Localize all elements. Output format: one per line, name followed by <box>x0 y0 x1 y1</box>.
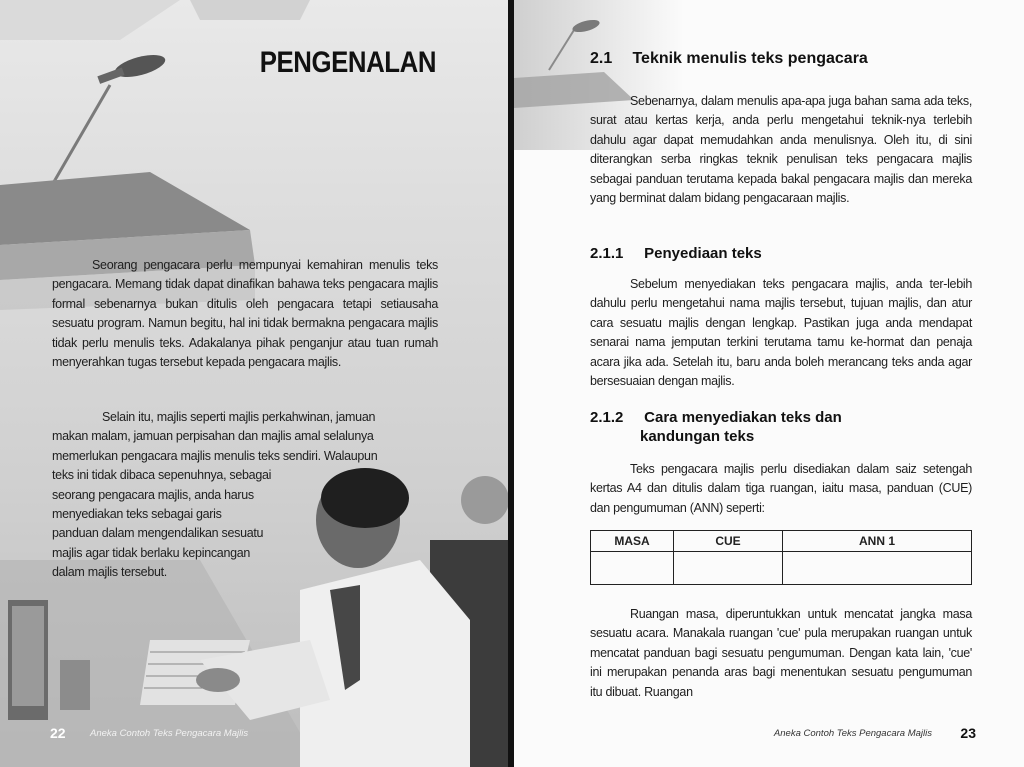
para2-line: memerlukan pengacara majlis menulis teks sendiri. Walaupun <box>52 448 378 463</box>
right-page <box>514 0 1024 767</box>
para2-line: makan malam, jamuan perpisahan dan majlis amal selalunya <box>52 429 374 444</box>
table-cell <box>674 552 783 585</box>
subsection-title-cont: kandungan teks <box>640 428 755 445</box>
background-photo <box>0 0 508 767</box>
table-header: ANN 1 <box>783 531 972 552</box>
closing-paragraph: Ruangan masa, diperuntukkan untuk mencatat jangka masa sesuatu acara. Manakala ruangan 'cue' pula merupakan ruangan untuk mencatat panduan bagi sesuatu pengumuman. Dengan kata lain, 'cue' ini merupakan penanda aras bagi menentukan sesuatu pengumuman itu dibuat. Ruangan <box>590 607 972 699</box>
page-number-right: 23 <box>960 725 976 741</box>
section-paragraph: Sebenarnya, dalam menulis apa-apa juga bahan sama ada teks, surat atau kertas kerja, anda perlu mengetahui teknik-nya terlebih dahulu agar dapat memudahkan anda menulisnya. Oleh itu, di sini diterangkan serba ringkas teknik penulisan teks pengacara majlis sebagai panduan terutama kepada bakal pengacara majlis dan mereka yang berminat dalam bidang pengacaraan majlis. <box>590 94 972 206</box>
subsection-number: 2.1.2 <box>590 409 624 426</box>
para2-line: panduan dalam mengendalikan sesuatu <box>52 526 264 541</box>
left-page <box>0 0 508 767</box>
table-row <box>591 552 972 585</box>
section-number: 2.1 <box>590 50 613 67</box>
subsection-heading-1 <box>590 244 762 263</box>
footer-title-left: Aneka Contoh Teks Pengacara Majlis <box>90 728 249 739</box>
teks-table <box>590 530 972 585</box>
subsection-title: Cara menyediakan teks dan <box>644 409 842 426</box>
para2-line: teks ini tidak dibaca sepenuhnya, sebagai <box>52 468 272 483</box>
section-heading <box>590 50 868 68</box>
table-header: MASA <box>591 531 674 552</box>
para2-line: Selain itu, majlis seperti majlis perkahwinan, jamuan <box>102 410 376 424</box>
para2-line: seorang pengacara majlis, anda harus <box>52 487 254 502</box>
subsection-paragraph-1: Sebelum menyediakan teks pengacara majlis, anda ter-lebih dahulu perlu mengetahui nama majlis tersebut, tujuan majlis, dan atur cara sesuatu majlis dengan lengkap. Pastikan juga anda mendapat senarai nama jemputan terkini terutama tamu ke-hormat dan penaja acara jika ada. Setelah itu, baru anda boleh merancang teks anda agar bersesuaian dengan majlis. <box>590 277 972 389</box>
subsection-number: 2.1.1 <box>590 245 624 262</box>
intro-paragraph-1: Seorang pengacara perlu mempunyai kemahiran menulis teks pengacara. Memang tidak dapat dinafikan bahawa teks pengacara majlis formal sebenarnya bukan ditulis oleh pengacara tetapi setiausaha sesuatu program. Namun begitu, hal ini tidak bermakna pengacara majlis tidak perlu menulis teks. Adakalanya pihak penganjur atau tuan rumah menyerahkan tugas tersebut kepada pengacara majlis. <box>52 258 438 370</box>
table-header-row <box>591 531 972 552</box>
para2-line: menyediakan teks sebagai garis <box>52 507 222 522</box>
para2-line: majlis agar tidak berlaku kepincangan <box>52 545 251 560</box>
page-number-left: 22 <box>50 725 66 741</box>
para2-line: dalam majlis tersebut. <box>52 565 167 580</box>
page-title: PENGENALAN <box>259 46 436 79</box>
table-cell <box>591 552 674 585</box>
table-header: CUE <box>674 531 783 552</box>
footer-title-right: Aneka Contoh Teks Pengacara Majlis <box>773 728 932 739</box>
section-title: Teknik menulis teks pengacara <box>632 50 868 67</box>
subsection-heading-2 <box>590 408 842 446</box>
table-cell <box>783 552 972 585</box>
subsection-title: Penyediaan teks <box>644 245 762 262</box>
subsection-paragraph-2: Teks pengacara majlis perlu disediakan dalam saiz setengah kertas A4 dan ditulis dalam tiga ruangan, iaitu masa, panduan (CUE) dan pengumuman (ANN) seperti: <box>590 462 972 515</box>
intro-paragraph-2 <box>52 408 438 583</box>
